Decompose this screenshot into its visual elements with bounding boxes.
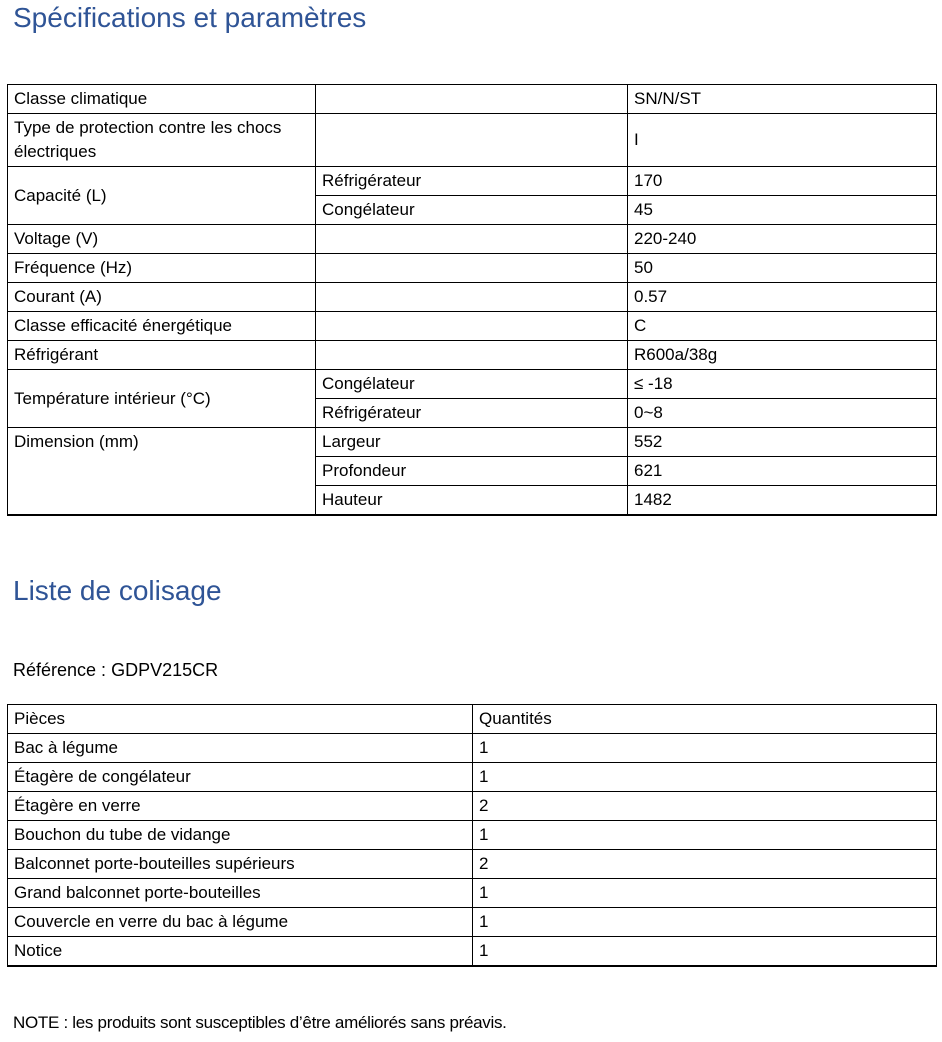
spec-value: R600a/38g xyxy=(628,341,937,370)
piece-name: Notice xyxy=(8,937,473,967)
spec-value: 0~8 xyxy=(628,399,937,428)
spec-subparam xyxy=(316,283,628,312)
spec-value: 45 xyxy=(628,196,937,225)
reference-line xyxy=(13,658,936,682)
spec-subparam: Profondeur xyxy=(316,457,628,486)
spec-value: 50 xyxy=(628,254,937,283)
table-row xyxy=(8,167,937,196)
spec-subparam xyxy=(316,114,628,167)
spec-subparam: Congélateur xyxy=(316,370,628,399)
piece-name: Grand balconnet porte-bouteilles xyxy=(8,879,473,908)
spec-subparam xyxy=(316,254,628,283)
spec-subparam: Réfrigérateur xyxy=(316,399,628,428)
table-row xyxy=(8,312,937,341)
spec-value: 0.57 xyxy=(628,283,937,312)
spec-subparam: Largeur xyxy=(316,428,628,457)
piece-qty: 1 xyxy=(473,908,937,937)
table-row xyxy=(8,114,937,167)
piece-name: Bouchon du tube de vidange xyxy=(8,821,473,850)
table-row xyxy=(8,763,937,792)
section-title-packing-list: Liste de colisage xyxy=(13,575,222,606)
table-row xyxy=(8,283,937,312)
piece-name: Balconnet porte-bouteilles supérieurs xyxy=(8,850,473,879)
document-page xyxy=(0,1,942,1034)
spec-value: 552 xyxy=(628,428,937,457)
spec-param: Type de protection contre les chocs électriques xyxy=(8,114,316,167)
spec-param: Réfrigérant xyxy=(8,341,316,370)
spec-value: 220-240 xyxy=(628,225,937,254)
table-row xyxy=(8,850,937,879)
spec-param: Dimension (mm) xyxy=(8,428,316,516)
spec-param: Classe efficacité énergétique xyxy=(8,312,316,341)
spec-value: C xyxy=(628,312,937,341)
table-row xyxy=(8,937,937,967)
spec-value: 170 xyxy=(628,167,937,196)
spec-value: SN/N/ST xyxy=(628,85,937,114)
piece-qty: 2 xyxy=(473,792,937,821)
table-row xyxy=(8,428,937,457)
piece-name: Couvercle en verre du bac à légume xyxy=(8,908,473,937)
spec-subparam: Congélateur xyxy=(316,196,628,225)
spec-param: Classe climatique xyxy=(8,85,316,114)
page-title: Spécifications et paramètres xyxy=(13,2,367,33)
column-header-pieces: Pièces xyxy=(8,705,473,734)
piece-qty: 1 xyxy=(473,879,937,908)
spec-subparam xyxy=(316,312,628,341)
spec-value: ≤ -18 xyxy=(628,370,937,399)
piece-qty: 1 xyxy=(473,734,937,763)
table-header-row xyxy=(8,705,937,734)
spec-param: Capacité (L) xyxy=(8,167,316,225)
spec-subparam xyxy=(316,85,628,114)
table-row xyxy=(8,821,937,850)
table-row xyxy=(8,908,937,937)
spec-value: 1482 xyxy=(628,486,937,516)
spec-subparam xyxy=(316,341,628,370)
table-row xyxy=(8,254,937,283)
table-row xyxy=(8,879,937,908)
table-row xyxy=(8,370,937,399)
table-row xyxy=(8,85,937,114)
column-header-quantities: Quantités xyxy=(473,705,937,734)
piece-qty: 1 xyxy=(473,763,937,792)
reference-value: GDPV215CR xyxy=(111,660,219,680)
reference-label: Référence : xyxy=(13,660,107,680)
spec-param: Fréquence (Hz) xyxy=(8,254,316,283)
piece-name: Étagère en verre xyxy=(8,792,473,821)
spec-param: Courant (A) xyxy=(8,283,316,312)
table-row xyxy=(8,792,937,821)
table-row xyxy=(8,225,937,254)
spec-subparam: Réfrigérateur xyxy=(316,167,628,196)
piece-qty: 1 xyxy=(473,937,937,967)
piece-qty: 2 xyxy=(473,850,937,879)
specifications-table xyxy=(7,84,937,516)
table-row xyxy=(8,341,937,370)
piece-name: Étagère de congélateur xyxy=(8,763,473,792)
spec-value: I xyxy=(628,114,937,167)
table-row xyxy=(8,734,937,763)
spec-value: 621 xyxy=(628,457,937,486)
spec-param: Température intérieur (°C) xyxy=(8,370,316,428)
spec-param: Voltage (V) xyxy=(8,225,316,254)
spec-subparam xyxy=(316,225,628,254)
spec-subparam: Hauteur xyxy=(316,486,628,516)
note-text: NOTE : les produits sont susceptibles d’être améliorés sans préavis. xyxy=(13,1013,507,1032)
piece-qty: 1 xyxy=(473,821,937,850)
piece-name: Bac à légume xyxy=(8,734,473,763)
packing-list-table xyxy=(7,704,937,967)
